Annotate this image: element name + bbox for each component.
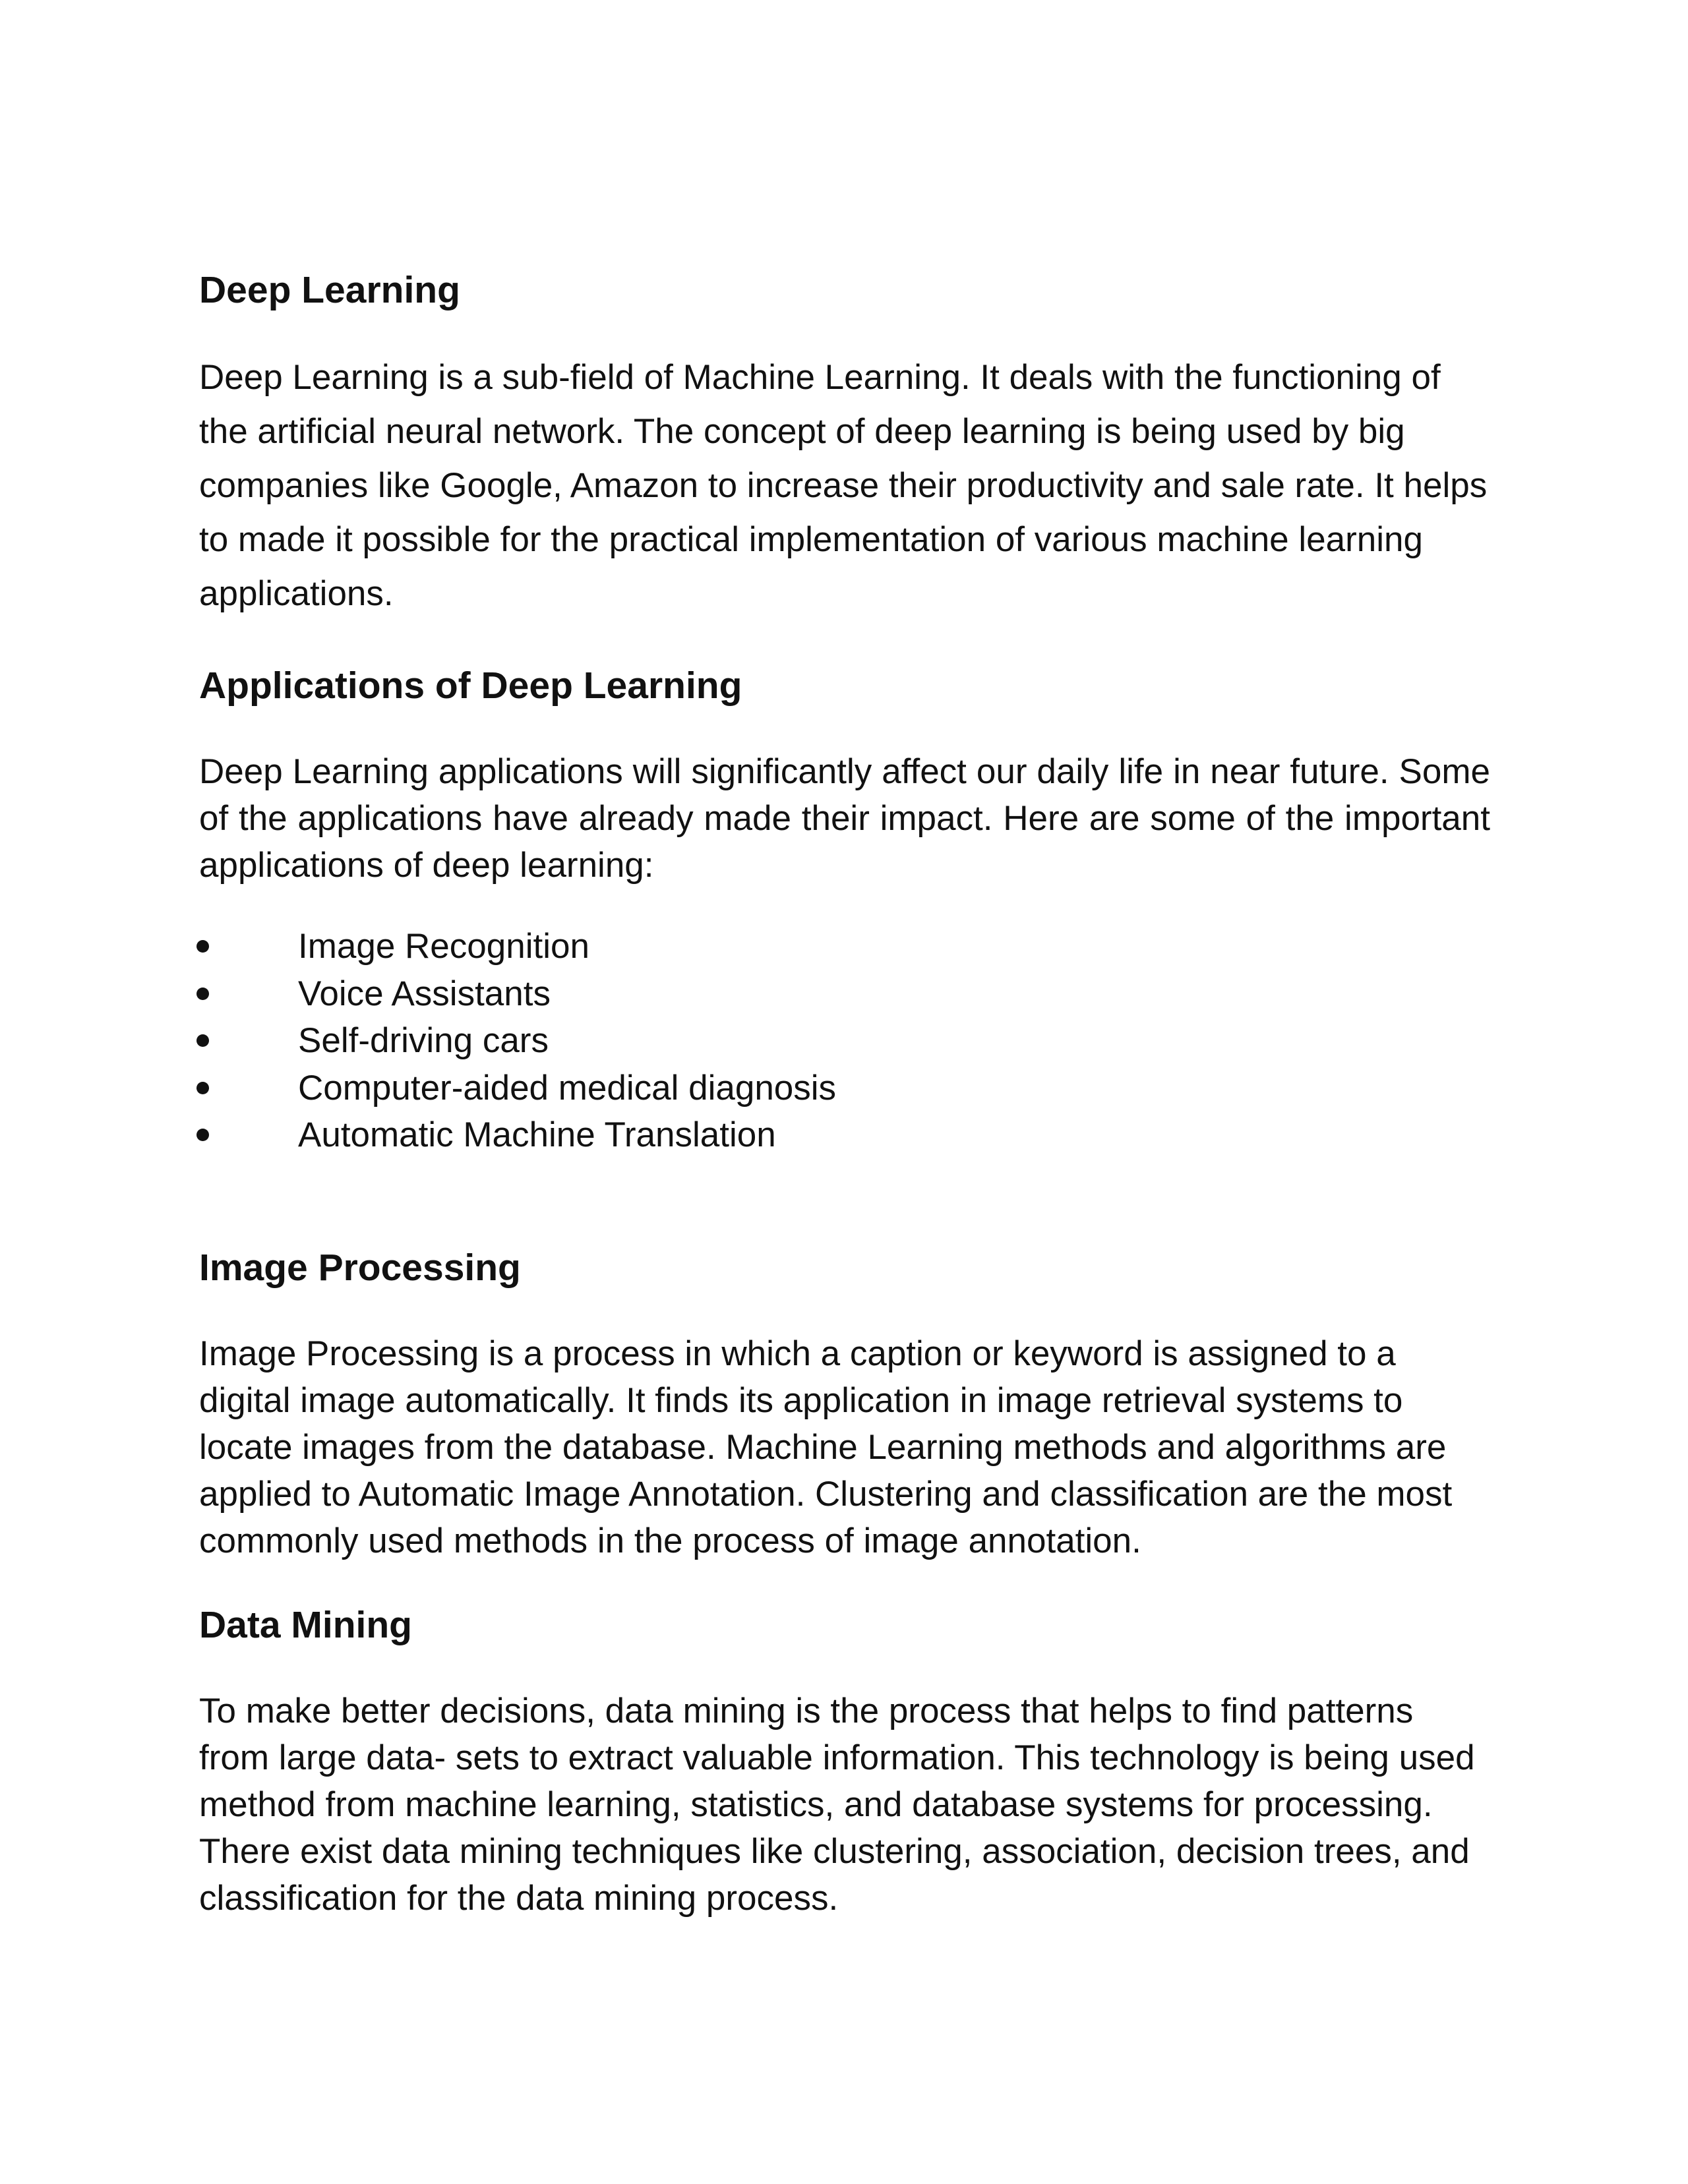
list-item [199, 1111, 1490, 1159]
section-paragraph-deep-learning: Deep Learning is a sub-field of Machine Learning. It deals with the functioning of the artificial neural network. The concept of deep learning is being used by big companies like Google, Amazon to increase their productivity and sale rate. It helps to made it possible for the practical implementation of various machine learning applications. [199, 358, 1488, 613]
document-body [199, 264, 1490, 1922]
applications-bullet-list [199, 923, 1490, 1159]
section-paragraph-data-mining: To make better decisions, data mining is the process that helps to find patterns from large data- sets to extract valuable information. This technology is being used method from machine learning, statistics, and database systems for processing. There exist data mining techniques like clustering, association, decision trees, and classification for the data mining process. [199, 1691, 1475, 1918]
bullet-icon [196, 1034, 209, 1047]
list-item-label: Voice Assistants [298, 974, 551, 1013]
section-heading-data-mining: Data Mining [199, 1603, 412, 1646]
section-paragraph-applications: Deep Learning applications will significantly affect our daily life in near future. Some of the applications have already made their impact. Here are some of the important applications of deep learning: [199, 752, 1490, 885]
list-item-label: Computer-aided medical diagnosis [298, 1068, 837, 1107]
bullet-icon [196, 940, 209, 953]
list-item [199, 923, 1490, 970]
section-heading-image-processing: Image Processing [199, 1246, 521, 1289]
list-item-label: Automatic Machine Translation [298, 1115, 776, 1154]
section-heading-applications: Applications of Deep Learning [199, 664, 742, 707]
section-paragraph-image-processing: Image Processing is a process in which a caption or keyword is assigned to a digital image automatically. It finds its application in image retrieval systems to locate images from the database. Machine Learning methods and algorithms are applied to Automatic Image Annotation. Clustering and classification are the most commonly used methods in the process of image annotation. [199, 1334, 1453, 1560]
list-item-label: Self-driving cars [298, 1021, 549, 1060]
bullet-icon [196, 1129, 209, 1141]
list-item-label: Image Recognition [298, 927, 589, 966]
section-heading-deep-learning: Deep Learning [199, 269, 460, 311]
list-item [199, 970, 1490, 1018]
list-item [199, 1065, 1490, 1112]
bullet-icon [196, 988, 209, 1000]
bullet-icon [196, 1082, 209, 1094]
list-item [199, 1017, 1490, 1065]
